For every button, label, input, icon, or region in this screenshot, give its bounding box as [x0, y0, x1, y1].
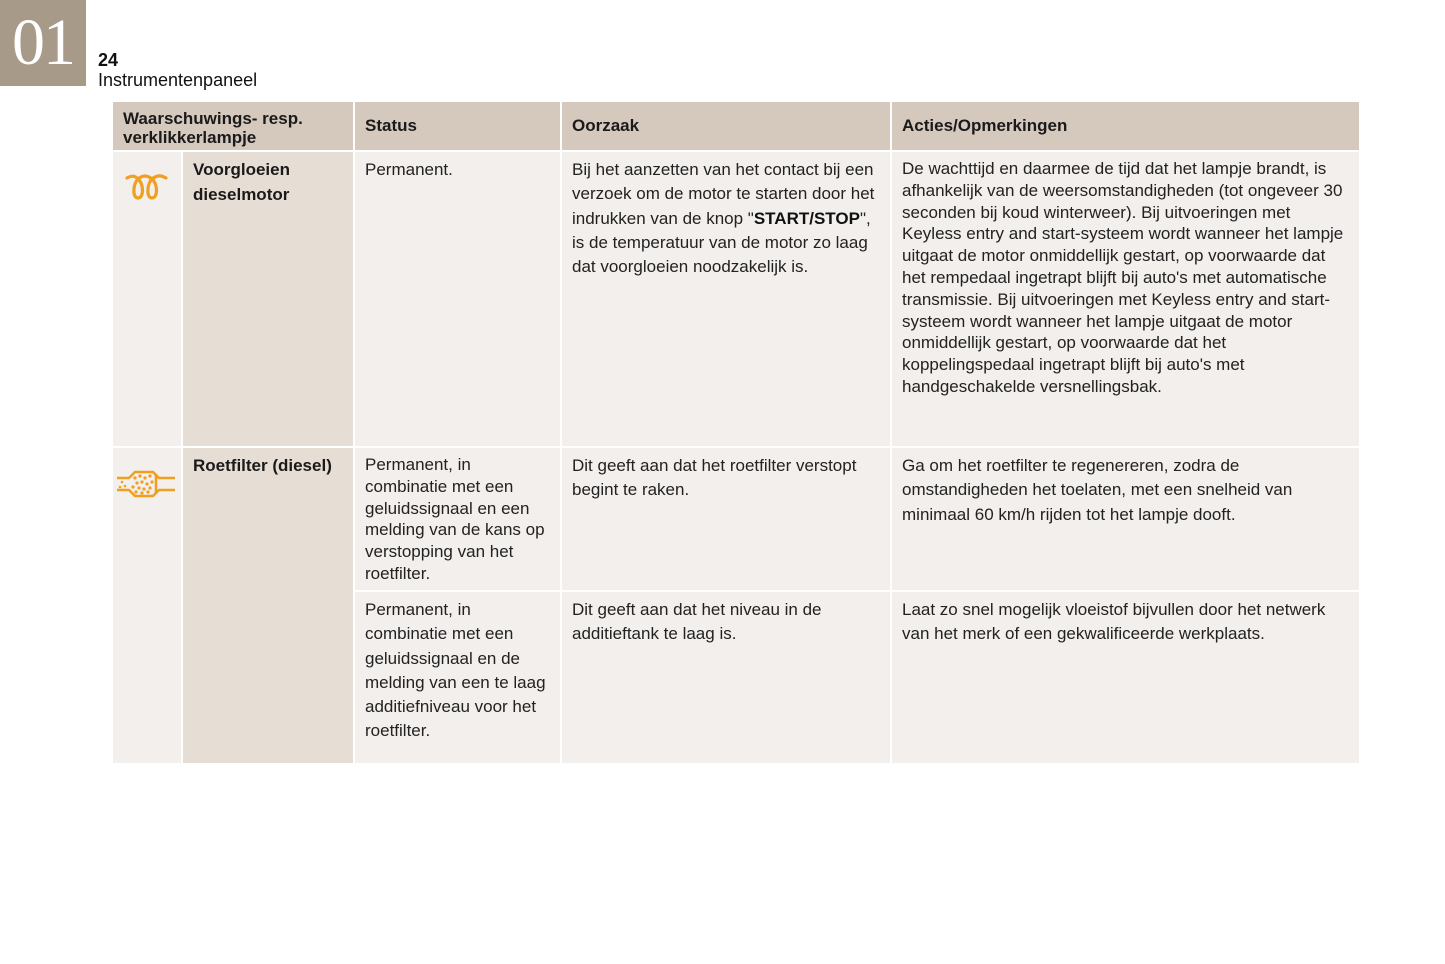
- chapter-tab: 01: [0, 0, 86, 86]
- start-stop-keyword: START/STOP: [753, 208, 860, 228]
- table-row-icon-cell: [113, 448, 181, 763]
- section-title: Instrumentenpaneel: [98, 70, 258, 90]
- cause-text: Bij het aanzetten van het contact bij een verzoek om de motor te starten door het indrukken van de knop ": [572, 160, 875, 228]
- actions-cell: Ga om het roetfilter te regenereren, zodra de omstandigheden het toelaten, met een snelheid van minimaal 60 km/h rijden tot het lampje dooft.: [892, 448, 1359, 590]
- header-actions: Acties/Opmerkingen: [892, 102, 1359, 150]
- header-status: Status: [355, 102, 560, 150]
- warning-lights-table: [113, 102, 1359, 763]
- status-cell: Permanent, in combinatie met een geluidssignaal en een melding van de kans op verstopping van het roetfilter.: [355, 448, 560, 590]
- cause-cell: Dit geeft aan dat het roetfilter verstopt begint te raken.: [562, 448, 890, 590]
- status-cell: Permanent, in combinatie met een geluidssignaal en de melding van een te laag additiefniveau voor het roetfilter.: [355, 592, 560, 763]
- header-warning-light: Waarschuwings- resp. verklikkerlampje: [113, 102, 353, 150]
- cause-text: ", is de temperatuur van de motor zo laag dat voorgloeien noodzakelijk is.: [572, 208, 871, 277]
- warning-name-particle-filter: Roetfilter (diesel): [183, 448, 353, 763]
- header-cause: Oorzaak: [562, 102, 890, 150]
- table-row-icon-cell: [113, 152, 181, 446]
- page-number: 24: [98, 50, 119, 70]
- actions-cell: De wachttijd en daarmee de tijd dat het lampje brandt, is afhankelijk van de weersomstandigheden (tot ongeveer 30 seconden bij koud winterweer). Bij uitvoeringen met Keyless entry and start-systeem wordt wanneer het lampje uitgaat de motor onmiddellijk gestart, op voorwaarde dat het rempedaal ingetrapt blijft bij auto's met automatische transmissie. Bij uitvoeringen met Keyless entry and start-systeem wordt wanneer het lampje uitgaat de motor onmiddellijk gestart, op voorwaarde dat het koppelingspedaal ingetrapt blijft bij auto's met handgeschakelde versnellingsbak.: [892, 152, 1359, 446]
- cause-cell: [562, 152, 890, 446]
- cause-cell: Dit geeft aan dat het niveau in de additieftank te laag is.: [562, 592, 890, 763]
- particle-filter-icon: [115, 468, 179, 500]
- warning-name-preheat: Voorgloeien dieselmotor: [183, 152, 353, 446]
- glow-plug-coil-icon: [125, 172, 169, 202]
- status-cell: Permanent.: [355, 152, 560, 446]
- actions-cell: Laat zo snel mogelijk vloeistof bijvullen door het netwerk van het merk of een gekwalificeerde werkplaats.: [892, 592, 1359, 763]
